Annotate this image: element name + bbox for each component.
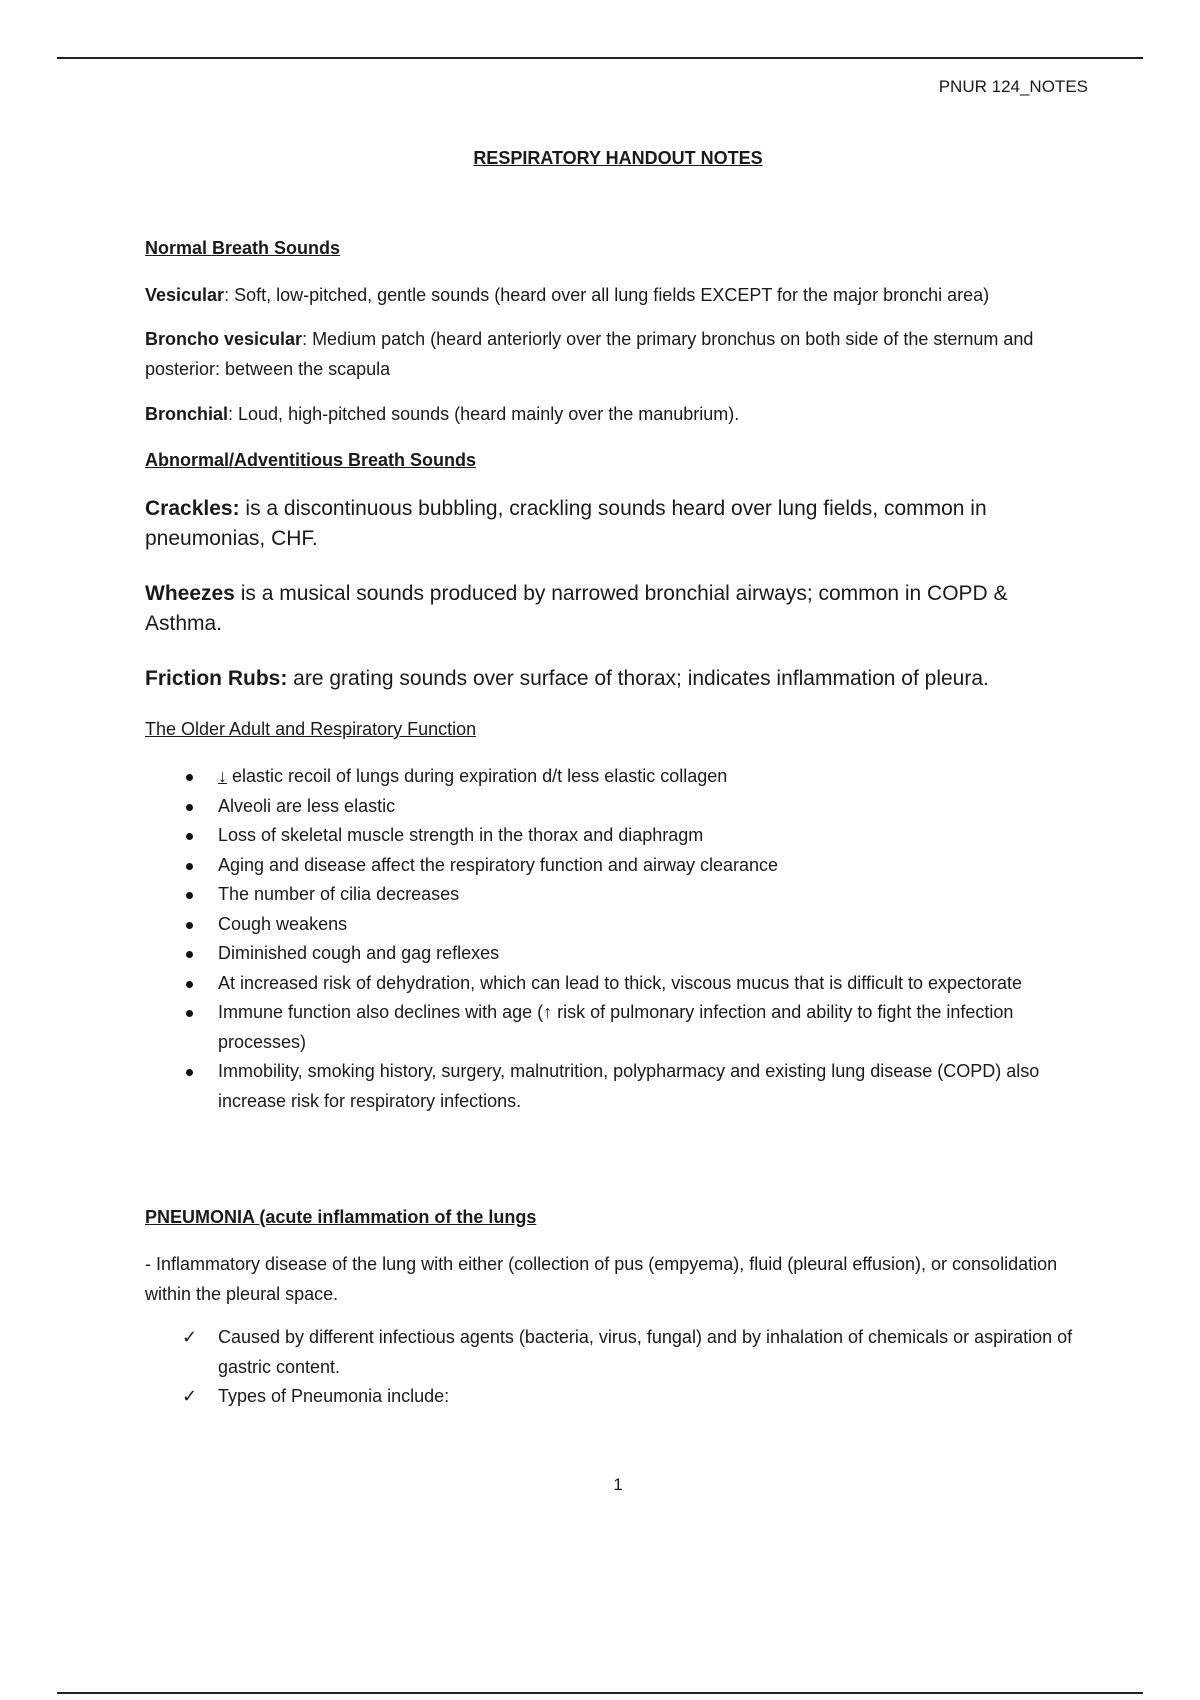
pneumonia-heading: PNEUMONIA (acute inflammation of the lungs [145,1207,537,1227]
bottom-rule [57,1692,1143,1694]
checkmark-icon: ✓ [182,1386,198,1406]
older-adult-list [145,762,1085,1116]
bullet-icon [186,1069,193,1076]
course-header: PNUR 124_NOTES [938,77,1088,96]
bullet-icon [186,804,193,811]
pneumonia-intro: - Inflammatory disease of the lung with either (collection of pus (empyema), fluid (pleural effusion), or consolidation within the pleural space. [145,1254,1058,1304]
list-item: Loss of skeletal muscle strength in the thorax and diaphragm [145,821,1085,851]
crackles-text: is a discontinuous bubbling, crackling sounds heard over lung fields, common in pneumonias, CHF. [145,497,987,550]
vesicular-paragraph [145,280,1085,310]
wheezes-term: Wheezes [145,582,235,605]
friction-rubs-text: are grating sounds over surface of thorax; indicates inflammation of pleura. [287,667,989,690]
list-item: At increased risk of dehydration, which can lead to thick, viscous mucus that is difficult to expectorate [145,969,1085,999]
list-item: The number of cilia decreases [145,880,1085,910]
list-item: Aging and disease affect the respiratory function and airway clearance [145,851,1085,881]
list-item: ✓ Types of Pneumonia include: [145,1382,1085,1412]
bullet-icon [186,774,193,781]
older-adult-heading: The Older Adult and Respiratory Function [145,719,477,739]
bullet-icon [186,833,193,840]
abnormal-sounds-heading: Abnormal/Adventitious Breath Sounds [145,450,477,470]
broncho-vesicular-paragraph [145,324,1085,384]
list-item: Cough weakens [145,910,1085,940]
pneumonia-checklist [145,1323,1085,1412]
wheezes-paragraph [145,579,1085,639]
crackles-paragraph [145,494,1085,554]
vesicular-text: : Soft, low-pitched, gentle sounds (heard over all lung fields EXCEPT for the major bronchi area) [224,285,990,305]
broncho-vesicular-term: Broncho vesicular [145,329,303,349]
bullet-icon [186,863,193,870]
normal-sounds-heading: Normal Breath Sounds [145,238,341,258]
page-number: 1 [613,1475,623,1494]
list-item: Alveoli are less elastic [145,792,1085,822]
bullet-icon [186,892,193,899]
wheezes-text: is a musical sounds produced by narrowed bronchial airways; common in COPD & Asthma. [145,582,1008,635]
page-title: RESPIRATORY HANDOUT NOTES [473,148,763,168]
friction-rubs-term: Friction Rubs: [145,667,288,690]
bullet-icon [186,1010,193,1017]
bronchial-paragraph [145,399,1085,429]
bullet-icon [186,951,193,958]
vesicular-term: Vesicular [145,285,225,305]
list-item: Immune function also declines with age (↑ risk of pulmonary infection and ability to fight the infection processes) [145,998,1085,1057]
list-item: ↓ elastic recoil of lungs during expiration d/t less elastic collagen [145,762,1085,792]
bullet-icon [186,981,193,988]
down-arrow-icon: ↓ [218,766,227,786]
bronchial-term: Bronchial [145,404,229,424]
top-rule [57,57,1143,59]
friction-rubs-paragraph [145,664,1085,694]
checkmark-icon: ✓ [182,1327,198,1347]
list-item: ✓ Caused by different infectious agents (bacteria, virus, fungal) and by inhalation of chemicals or aspiration of gastric content. [145,1323,1085,1382]
bronchial-text: : Loud, high-pitched sounds (heard mainly over the manubrium). [228,404,740,424]
broncho-vesicular-text: : Medium patch (heard anteriorly over the primary bronchus on both side of the sternum and posterior: between the scapula [145,329,1034,379]
list-item: Immobility, smoking history, surgery, malnutrition, polypharmacy and existing lung disease (COPD) also increase risk for respiratory infections. [145,1057,1085,1116]
bullet-icon [186,922,193,929]
list-item: Diminished cough and gag reflexes [145,939,1085,969]
crackles-term: Crackles: [145,497,240,520]
